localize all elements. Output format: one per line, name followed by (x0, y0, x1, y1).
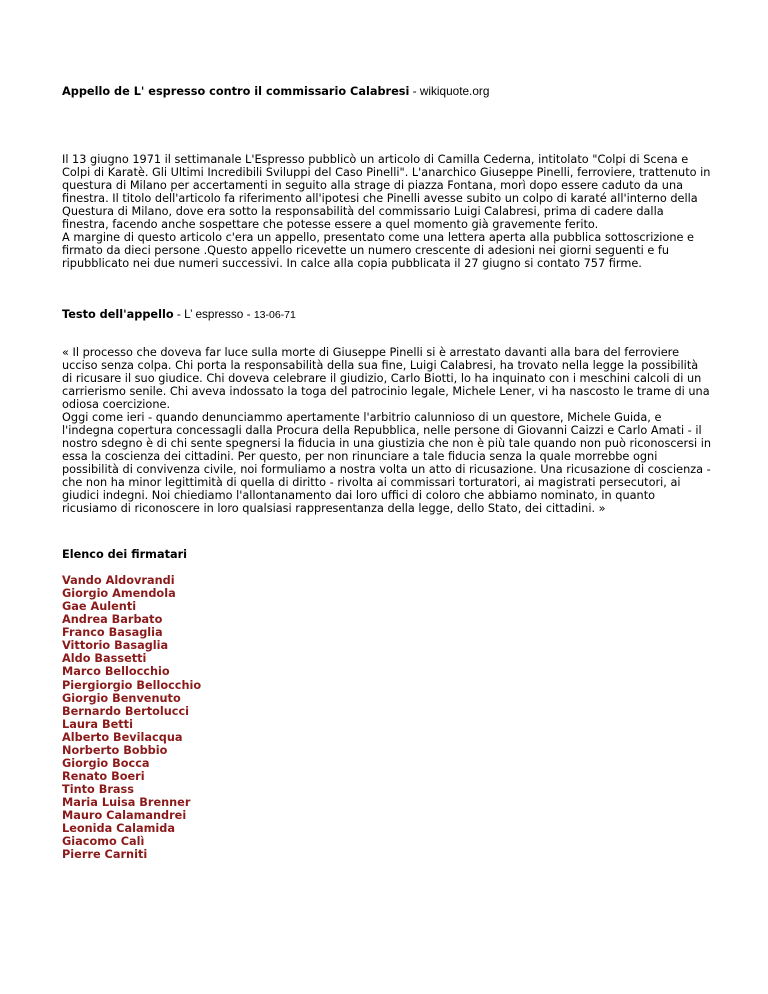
intro-section (62, 153, 712, 270)
appeal-paragraph: « Il processo che doveva far luce sulla morte di Giuseppe Pinelli si è arrestato davanti alla bara del ferroviere ucciso senza colpa. Chi porta la responsabilità della sua fine, Luigi Calabresi, ha trovato nella legge la possibilità di ricusare il suo giudice. Chi doveva celebrare il giudizio, Carlo Biotti, lo ha inquinato con i meschini calcoli di un carrierismo senile. Chi aveva indossato la toga del patrocinio legale, Michele Lener, vi ha nascosto le trame di una odiosa coercizione. (62, 346, 710, 411)
signer-link[interactable]: Giorgio Bocca (62, 756, 150, 770)
signers-list (62, 574, 201, 861)
appeal-source: L’ espresso - (184, 307, 254, 321)
source-label: wikiquote.org (419, 84, 490, 98)
appeal-date: 13-06-71 (253, 309, 296, 321)
signer-link[interactable]: Mauro Calamandrei (62, 809, 187, 823)
appeal-title: Testo dell'appello (62, 308, 174, 321)
signer-link[interactable]: Marco Bellocchio (62, 665, 170, 679)
signer-link[interactable]: Bernardo Bertolucci (62, 704, 190, 718)
signer-link[interactable]: Tinto Brass (62, 783, 134, 796)
signer-link[interactable]: Gae Aulenti (62, 600, 137, 614)
appeal-text (62, 346, 712, 515)
document-heading (62, 84, 489, 99)
signer-link[interactable]: Aldo Bassetti (62, 652, 147, 666)
signer-link[interactable]: Franco Basaglia (62, 626, 163, 640)
heading-separator: - (409, 84, 420, 98)
signer-link[interactable]: Giorgio Amendola (62, 587, 176, 601)
intro-paragraph: A margine di questo articolo c'era un appello, presentato come una lettera aperta alla pubblica sottoscrizione e firmato da dieci persone .Questo appello ricevette un numero crescente di adesioni nei giorni seguenti e fu ripubblicato nei due numeri successivi. In calce alla copia pubblicata il 27 giugno si contato 757 firme. (62, 231, 694, 270)
signer-link[interactable]: Leonida Calamida (62, 822, 175, 836)
signer-link[interactable]: Renato Boeri (62, 769, 145, 783)
signer-link[interactable]: Maria Luisa Brenner (62, 796, 191, 810)
signer-link[interactable]: Andrea Barbato (62, 613, 163, 627)
appeal-heading (62, 307, 296, 322)
intro-paragraph: Il 13 giugno 1971 il settimanale L'Espresso pubblicò un articolo di Camilla Cederna, intitolato "Colpi di Scena e Colpi di Karatè. Gli Ultimi Incredibili Sviluppi del Caso Pinelli". L'anarchico Giuseppe Pinelli, ferroviere, trattenuto in questura di Milano per accertamenti in seguito alla strage di piazza Fontana, morì dopo essere caduto da una finestra. Il titolo dell'articolo fa riferimento all'ipotesi che Pinelli avesse subito un colpo di karaté all'interno della Questura di Milano, dove era sotto la responsabilità del commissario Luigi Calabresi, prima di cadere dalla finestra, facendo anche sospettare che potesse essere a quel momento già gravemente ferito. (62, 153, 711, 231)
signers-heading: Elenco dei firmatari (62, 548, 188, 561)
signer-link[interactable]: Vittorio Basaglia (62, 639, 169, 653)
document-title: Appello de L' espresso contro il commissario Calabresi (62, 85, 410, 98)
appeal-paragraph: Oggi come ieri - quando denunciammo apertamente l'arbitrio calunnioso di un questore, Michele Guida, e l'indegna copertura concessagli dalla Procura della Repubblica, nelle persone di Giovanni Caizzi e Carlo Amati - il nostro sdegno è di chi sente spegnersi la fiducia in una giustizia che non è più tale quando non può riconoscersi in essa la coscienza dei cittadini. Per questo, per non rinunciare a tale fiducia senza la quale morrebbe ogni possibilità di convivenza civile, noi formuliamo a nostra volta un atto di ricusazione. Una ricusazione di coscienza - che non ha minor legittimità di quella di diritto - rivolta ai commissari torturatori, ai magistrati persecutori, ai giudici indegni. Noi chiediamo l'allontanamento dai loro uffici di coloro che abbiamo nominato, in quanto ricusiamo di riconoscere in loro qualsiasi rappresentanza della legge, dello Stato, dei cittadini. » (62, 411, 712, 515)
signer-link[interactable]: Laura Betti (62, 717, 133, 731)
signer-link[interactable]: Pierre Carniti (62, 848, 148, 862)
appeal-separator: - (173, 307, 185, 321)
signer-link[interactable]: Piergiorgio Bellocchio (62, 678, 202, 692)
signer-link[interactable]: Vando Aldovrandi (62, 574, 175, 587)
signer-link[interactable]: Giorgio Benvenuto (62, 691, 181, 705)
signer-link[interactable]: Alberto Bevilacqua (62, 730, 183, 744)
signer-link[interactable]: Norberto Bobbio (62, 743, 168, 757)
signer-link[interactable]: Giacomo Calì (62, 835, 145, 849)
